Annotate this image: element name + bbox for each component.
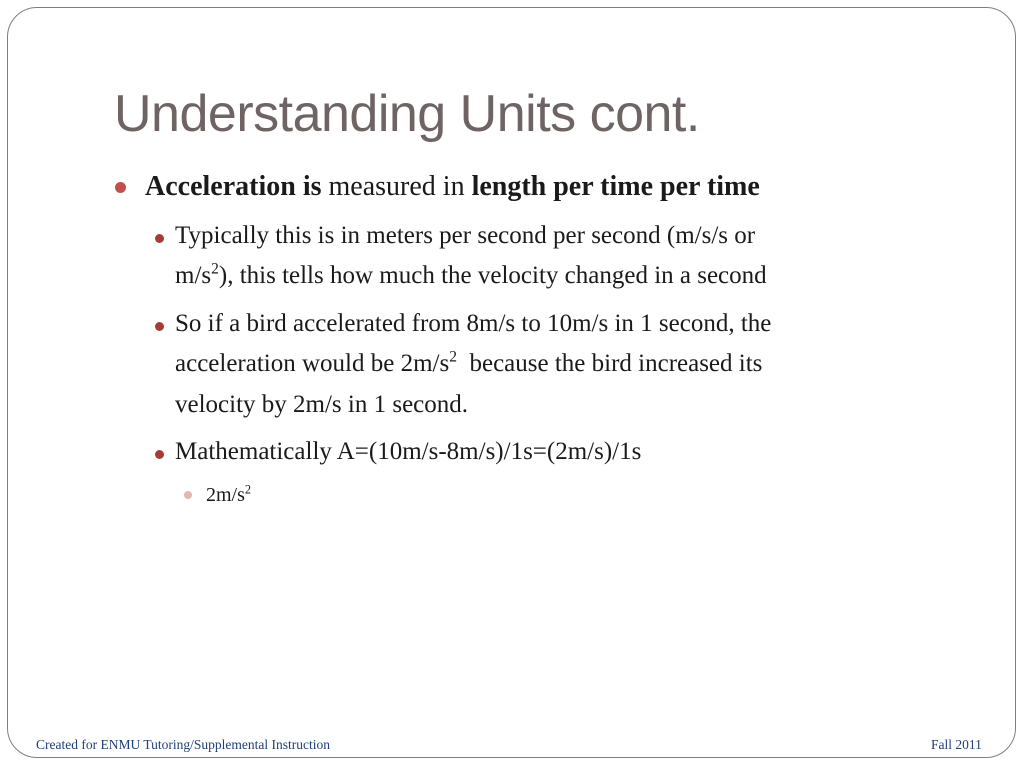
point-1-bold-subject: Acceleration is xyxy=(145,171,322,202)
bullet-point-1 xyxy=(115,182,126,193)
point-3-exponent: 2 xyxy=(449,348,457,366)
footer-right-date: Fall 2011 xyxy=(931,737,982,752)
point-3-line-3: velocity by 2m/s in 1 second. xyxy=(175,391,469,418)
point-3-line-2 xyxy=(175,350,762,378)
bullet-point-5 xyxy=(184,491,192,499)
footer-left-credit: Created for ENMU Tutoring/Supplemental Instruction xyxy=(36,737,330,752)
point-2-line-1: Typically this is in meters per second per second (m/s/s or xyxy=(175,222,756,249)
point-3-line-1: So if a bird accelerated from 8m/s to 10m/s in 1 second, the xyxy=(175,310,772,337)
bullet-point-4 xyxy=(155,450,164,459)
point-5-value: 2m/s xyxy=(206,484,245,506)
bullet-point-3 xyxy=(155,322,164,331)
point-2-text: ), this tells how much the velocity changed in a second xyxy=(218,262,767,289)
point-4-formula: Mathematically A=(10m/s-8m/s)/1s=(2m/s)/1s xyxy=(175,438,642,465)
point-1-text: measured in xyxy=(321,171,472,202)
point-acceleration-definition xyxy=(145,171,760,203)
point-2-exponent: 2 xyxy=(211,260,219,278)
slide-title: Understanding Units cont. xyxy=(114,85,700,143)
point-1-bold-units: length per time per time xyxy=(471,171,760,202)
point-5-result xyxy=(206,484,251,507)
point-2-line-2 xyxy=(175,262,767,290)
point-3-text-post: because the bird increased its xyxy=(456,350,763,377)
point-3-text-pre: acceleration would be 2m/s xyxy=(175,350,450,377)
point-5-exponent: 2 xyxy=(244,482,252,497)
point-2-unit: m/s xyxy=(175,262,212,289)
bullet-point-2 xyxy=(155,234,164,243)
